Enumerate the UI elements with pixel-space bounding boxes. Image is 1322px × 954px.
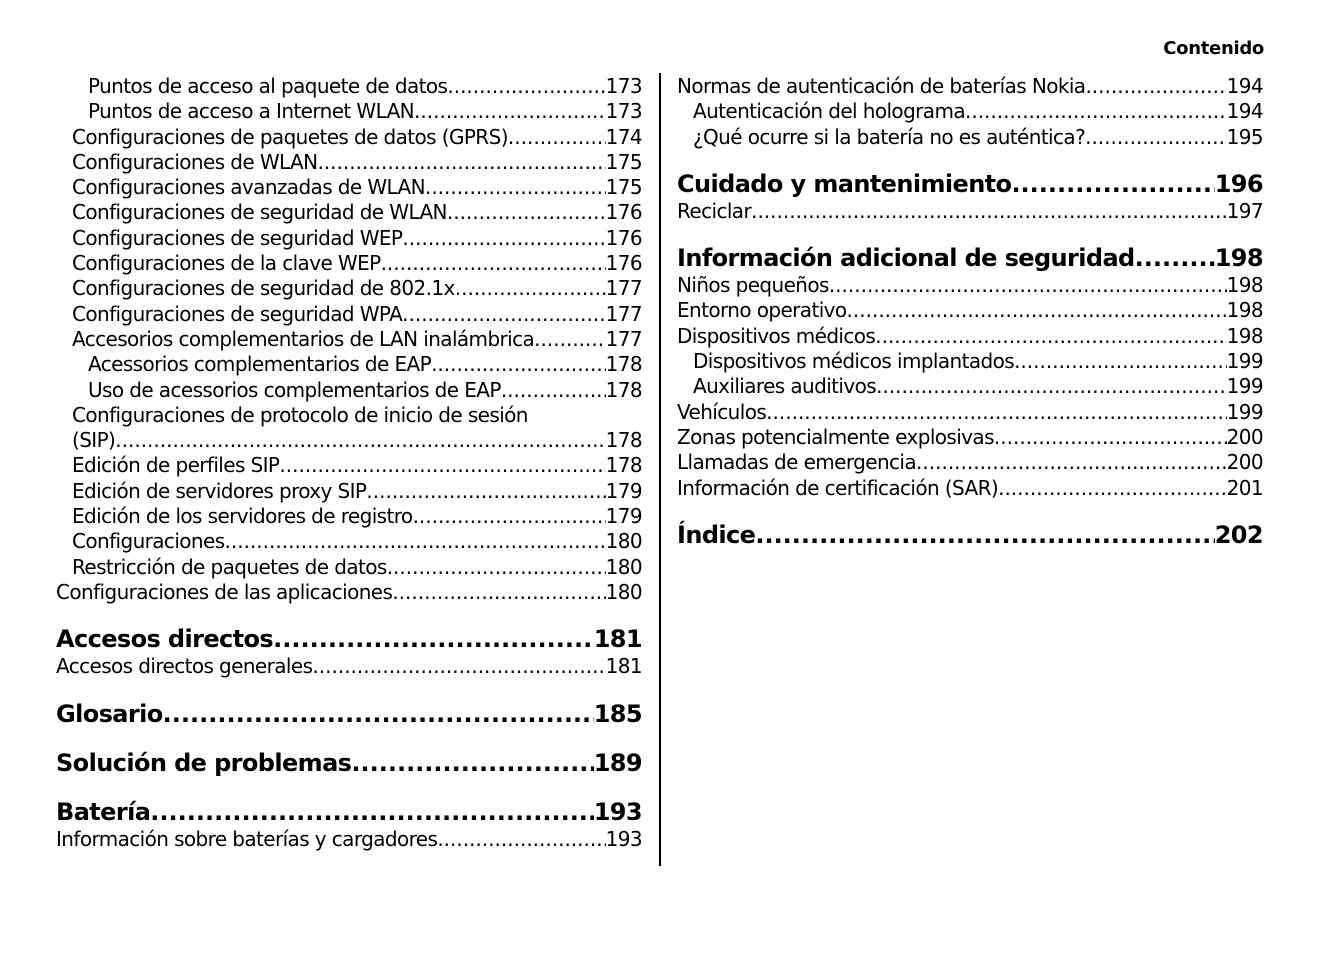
toc-chapter-accesos-directos[interactable]: Accesos directos ..... 181 bbox=[56, 624, 642, 654]
toc-entry[interactable]: Configuraciones de WLAN ..... 175 bbox=[56, 150, 642, 175]
toc-chapter-indice[interactable]: Índice ..... 202 bbox=[677, 520, 1263, 550]
toc-entry[interactable]: (SIP) ..... 178 bbox=[56, 428, 642, 453]
toc-entry[interactable]: Uso de acessorios complementarios de EAP ..... 178 bbox=[56, 378, 642, 403]
running-header: Contenido bbox=[1163, 38, 1264, 59]
toc-entry[interactable]: Acessorios complementarios de EAP ..... 178 bbox=[56, 352, 642, 377]
toc-entry[interactable]: Reciclar ..... 197 bbox=[677, 199, 1263, 224]
toc-entry[interactable]: Configuraciones de seguridad WEP ..... 176 bbox=[56, 226, 642, 251]
toc-entry[interactable]: Edición de servidores proxy SIP ..... 179 bbox=[56, 479, 642, 504]
toc-column-left bbox=[56, 74, 642, 852]
toc-entry[interactable]: Configuraciones ..... 180 bbox=[56, 529, 642, 554]
toc-entry[interactable]: Configuraciones avanzadas de WLAN ..... 175 bbox=[56, 175, 642, 200]
toc-entry[interactable]: Puntos de acceso a Internet WLAN ..... 173 bbox=[56, 99, 642, 124]
toc-entry[interactable]: Entorno operativo ..... 198 bbox=[677, 298, 1263, 323]
toc-chapter-solucion-de-problemas[interactable]: Solución de problemas ..... 189 bbox=[56, 748, 642, 778]
toc-entry[interactable]: Accesorios complementarios de LAN inalámbrica ..... 177 bbox=[56, 327, 642, 352]
toc-entry[interactable]: Dispositivos médicos ..... 198 bbox=[677, 324, 1263, 349]
toc-entry[interactable]: Configuraciones de la clave WEP ..... 176 bbox=[56, 251, 642, 276]
toc-entry[interactable]: Vehículos ..... 199 bbox=[677, 400, 1263, 425]
toc-entry[interactable]: ¿Qué ocurre si la batería no es auténtica? ..... 195 bbox=[677, 125, 1263, 150]
toc-entry[interactable]: Auxiliares auditivos ..... 199 bbox=[677, 374, 1263, 399]
toc-entry[interactable]: Edición de perfiles SIP ..... 178 bbox=[56, 453, 642, 478]
toc-entry[interactable]: Restricción de paquetes de datos ..... 180 bbox=[56, 555, 642, 580]
toc-entry[interactable]: Autenticación del holograma ..... 194 bbox=[677, 99, 1263, 124]
toc-entry[interactable]: Información sobre baterías y cargadores ..... 193 bbox=[56, 827, 642, 852]
toc-chapter-bateria[interactable]: Batería ..... 193 bbox=[56, 797, 642, 827]
toc-entry[interactable]: Llamadas de emergencia ..... 200 bbox=[677, 450, 1263, 475]
toc-entry[interactable]: Configuraciones de seguridad WPA ..... 177 bbox=[56, 302, 642, 327]
toc-column-right bbox=[677, 74, 1263, 550]
toc-chapter-cuidado-y-mantenimiento[interactable]: Cuidado y mantenimiento ..... 196 bbox=[677, 169, 1263, 199]
column-divider bbox=[659, 73, 661, 866]
toc-entry[interactable]: Niños pequeños ..... 198 bbox=[677, 273, 1263, 298]
toc-entry[interactable]: Configuraciones de seguridad de 802.1x ..... 177 bbox=[56, 276, 642, 301]
toc-chapter-glosario[interactable]: Glosario ..... 185 bbox=[56, 699, 642, 729]
toc-entry[interactable]: Configuraciones de paquetes de datos (GPRS) ..... 174 bbox=[56, 125, 642, 150]
toc-entry[interactable]: Configuraciones de las aplicaciones ..... 180 bbox=[56, 580, 642, 605]
toc-chapter-informacion-adicional-de-seguridad[interactable]: Información adicional de seguridad ..... 198 bbox=[677, 243, 1263, 273]
toc-entry[interactable]: Configuraciones de seguridad de WLAN ..... 176 bbox=[56, 200, 642, 225]
toc-entry[interactable]: Dispositivos médicos implantados ..... 199 bbox=[677, 349, 1263, 374]
toc-entry[interactable]: Zonas potencialmente explosivas ..... 200 bbox=[677, 425, 1263, 450]
toc-entry[interactable]: Normas de autenticación de baterías Nokia ..... 194 bbox=[677, 74, 1263, 99]
toc-entry[interactable]: Accesos directos generales ..... 181 bbox=[56, 654, 642, 679]
toc-entry[interactable]: Información de certificación (SAR) ..... 201 bbox=[677, 476, 1263, 501]
toc-entry[interactable]: Edición de los servidores de registro ..... 179 bbox=[56, 504, 642, 529]
toc-entry[interactable]: Puntos de acceso al paquete de datos ..... 173 bbox=[56, 74, 642, 99]
toc-entry-wrapped-title[interactable]: Configuraciones de protocolo de inicio de sesión bbox=[72, 402, 528, 427]
